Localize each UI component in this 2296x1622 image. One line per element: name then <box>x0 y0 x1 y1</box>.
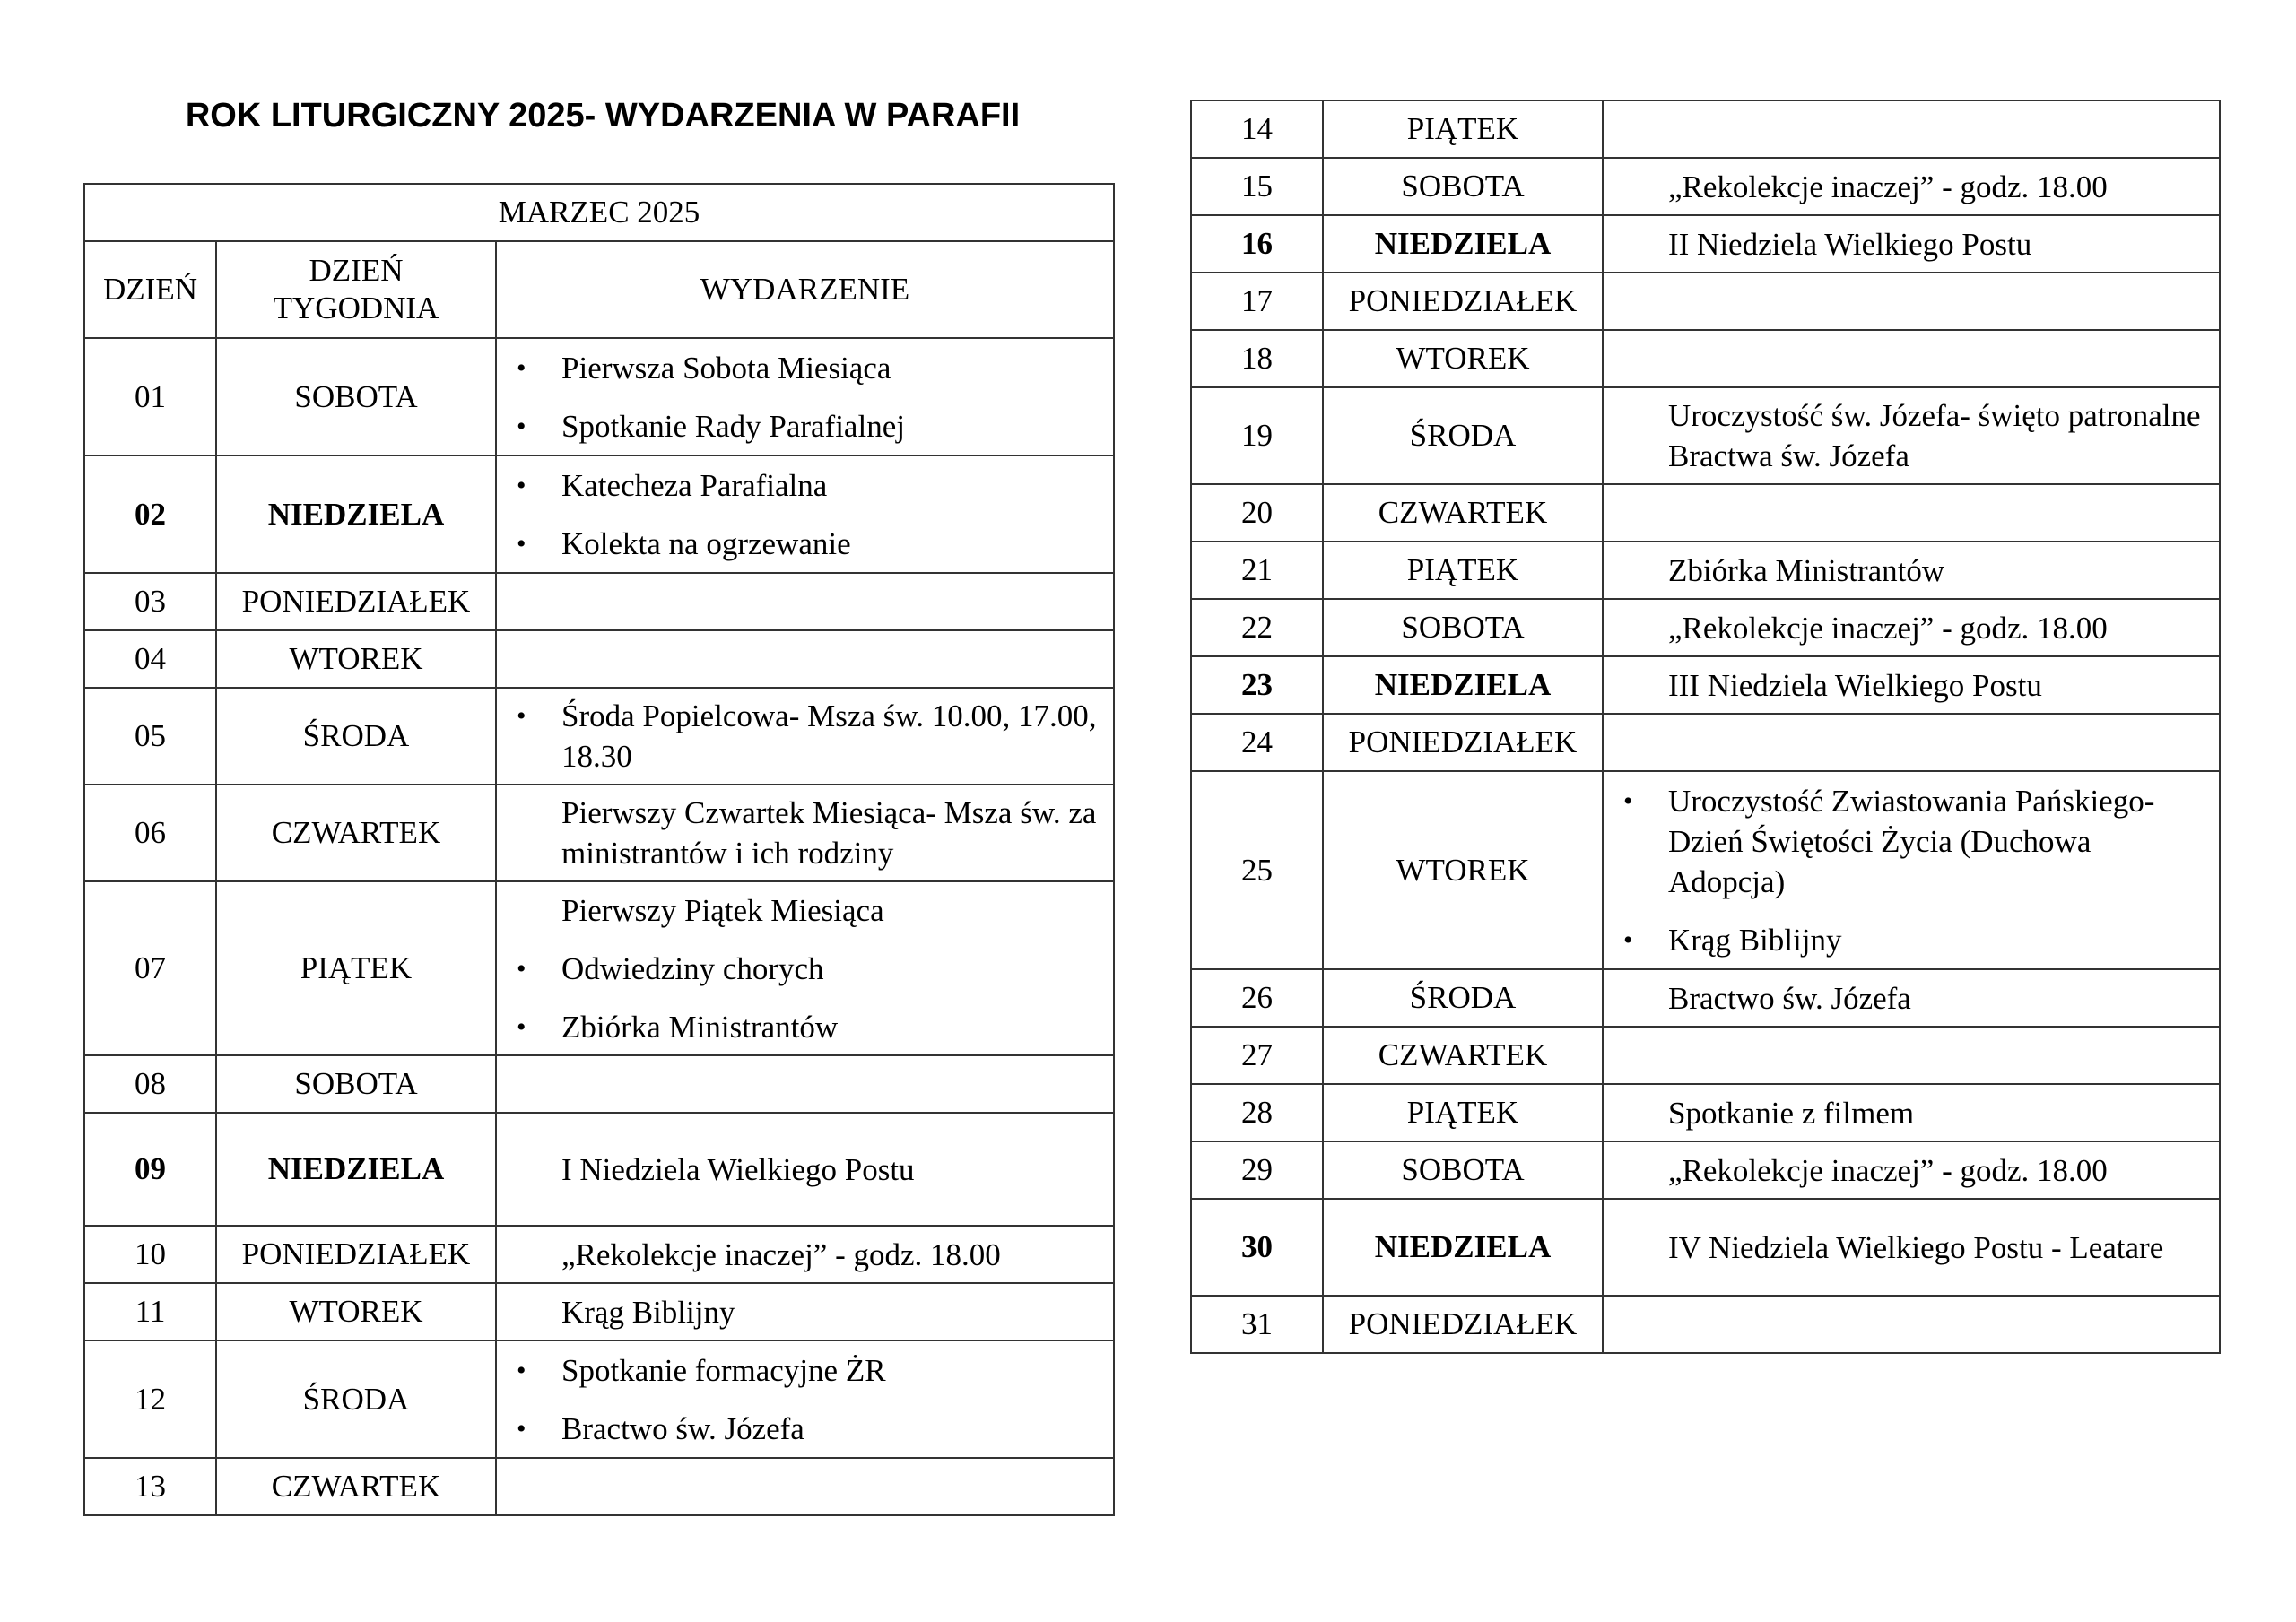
event-cell <box>496 630 1114 688</box>
event-cell <box>496 1283 1114 1340</box>
day-number: 02 <box>84 455 216 573</box>
bullet-icon: • <box>517 1011 526 1042</box>
bullet-icon: • <box>517 470 526 500</box>
event-text: Zbiórka Ministrantów <box>1668 552 1945 588</box>
day-number: 15 <box>1191 158 1323 215</box>
weekday-name: CZWARTEK <box>216 785 496 881</box>
event-text: Zbiórka Ministrantów <box>561 1009 839 1045</box>
bullet-icon: • <box>517 701 526 731</box>
weekday-name: PONIEDZIAŁEK <box>216 1226 496 1283</box>
day-number: 18 <box>1191 330 1323 387</box>
event-text: Spotkanie Rady Parafialnej <box>561 408 905 444</box>
day-number: 04 <box>84 630 216 688</box>
weekday-name: WTOREK <box>1323 330 1603 387</box>
day-number: 07 <box>84 881 216 1055</box>
event-text: „Rekolekcje inaczej” - godz. 18.00 <box>561 1236 1001 1272</box>
table-row <box>1191 1141 2220 1199</box>
weekday-name: PIĄTEK <box>1323 100 1603 158</box>
weekday-name: CZWARTEK <box>1323 484 1603 542</box>
day-number: 28 <box>1191 1084 1323 1141</box>
table-row <box>1191 1199 2220 1296</box>
table-row <box>1191 387 2220 484</box>
event-text: „Rekolekcje inaczej” - godz. 18.00 <box>1668 610 2108 646</box>
bullet-icon: • <box>1623 785 1633 816</box>
day-number: 23 <box>1191 656 1323 714</box>
column-header-event: WYDARZENIE <box>496 241 1114 338</box>
column-header-weekday-line1: DZIEŃ <box>309 253 404 288</box>
event-cell <box>1603 484 2220 542</box>
month-title: MARZEC 2025 <box>84 184 1114 241</box>
event-text: Bractwo św. Józefa <box>561 1410 804 1446</box>
event-text: Pierwszy Piątek Miesiąca <box>561 892 884 928</box>
event-cell <box>1603 969 2220 1027</box>
event-cell <box>496 338 1114 455</box>
table-row <box>1191 1027 2220 1084</box>
bullet-icon: • <box>517 1413 526 1444</box>
event-item <box>1668 1093 2208 1133</box>
table-row <box>84 630 1114 688</box>
weekday-name: PONIEDZIAŁEK <box>1323 273 1603 330</box>
event-text: I Niedziela Wielkiego Postu <box>561 1151 915 1187</box>
weekday-name: WTOREK <box>216 1283 496 1340</box>
event-item <box>517 406 1102 447</box>
event-cell <box>1603 387 2220 484</box>
event-item <box>1668 665 2208 706</box>
event-cell <box>1603 330 2220 387</box>
day-number: 24 <box>1191 714 1323 771</box>
table-row <box>84 455 1114 573</box>
event-text: Katecheza Parafialna <box>561 467 828 503</box>
table-row <box>1191 771 2220 969</box>
event-cell <box>1603 1199 2220 1296</box>
event-text: Spotkanie formacyjne ŻR <box>561 1352 886 1388</box>
event-text: Pierwszy Czwartek Miesiąca- Msza św. za ministrantów i ich rodziny <box>561 795 1097 871</box>
event-text: Odwiedziny chorych <box>561 950 824 986</box>
weekday-name: SOBOTA <box>1323 1141 1603 1199</box>
event-cell <box>496 881 1114 1055</box>
weekday-name: WTOREK <box>1323 771 1603 969</box>
event-item <box>561 1235 1102 1275</box>
event-item <box>517 524 1102 564</box>
table-row <box>84 1283 1114 1340</box>
event-text: „Rekolekcje inaczej” - godz. 18.00 <box>1668 1152 2108 1188</box>
weekday-name: SOBOTA <box>216 1055 496 1113</box>
weekday-name: NIEDZIELA <box>1323 215 1603 273</box>
event-item <box>1668 1227 2208 1268</box>
event-item <box>1668 224 2208 265</box>
day-number: 09 <box>84 1113 216 1226</box>
day-number: 25 <box>1191 771 1323 969</box>
table-row <box>1191 969 2220 1027</box>
bullet-icon: • <box>517 411 526 441</box>
day-number: 21 <box>1191 542 1323 599</box>
column-header-weekday <box>216 241 496 338</box>
event-text: Uroczystość Zwiastowania Pańskiego- Dzień Świętości Życia (Duchowa Adopcja) <box>1668 783 2155 899</box>
day-number: 29 <box>1191 1141 1323 1199</box>
event-text: Krąg Biblijny <box>561 1294 735 1330</box>
weekday-name: PIĄTEK <box>1323 542 1603 599</box>
event-text: Uroczystość św. Józefa- święto patronalne Bractwa św. Józefa <box>1668 398 2201 473</box>
day-number: 27 <box>1191 1027 1323 1084</box>
event-text: Bractwo św. Józefa <box>1668 980 1911 1016</box>
event-text: „Rekolekcje inaczej” - godz. 18.00 <box>1668 169 2108 204</box>
table-row <box>1191 273 2220 330</box>
day-number: 05 <box>84 688 216 785</box>
weekday-name: ŚRODA <box>1323 387 1603 484</box>
event-text: Spotkanie z filmem <box>1668 1095 1915 1131</box>
calendar-table-left <box>83 183 1115 1516</box>
weekday-name: NIEDZIELA <box>216 1113 496 1226</box>
column-header-day: DZIEŃ <box>84 241 216 338</box>
day-number: 03 <box>84 573 216 630</box>
event-cell <box>1603 158 2220 215</box>
event-cell <box>496 1458 1114 1515</box>
event-item <box>517 348 1102 388</box>
event-item <box>561 890 1102 931</box>
calendar-table-right <box>1190 100 2221 1354</box>
event-text: Krąg Biblijny <box>1668 922 1842 958</box>
table-row <box>84 1055 1114 1113</box>
weekday-name: PIĄTEK <box>1323 1084 1603 1141</box>
table-row <box>1191 656 2220 714</box>
table-row <box>1191 714 2220 771</box>
event-item <box>1668 608 2208 648</box>
table-row <box>84 1458 1114 1515</box>
event-text: IV Niedziela Wielkiego Postu - Leatare <box>1668 1229 2164 1265</box>
table-row <box>1191 599 2220 656</box>
bullet-icon: • <box>517 953 526 984</box>
event-item <box>1623 781 2208 902</box>
bullet-icon: • <box>517 528 526 559</box>
table-row <box>1191 542 2220 599</box>
day-number: 12 <box>84 1340 216 1458</box>
event-item <box>1668 1150 2208 1191</box>
table-row <box>84 573 1114 630</box>
weekday-name: CZWARTEK <box>1323 1027 1603 1084</box>
table-row <box>84 1226 1114 1283</box>
weekday-name: ŚRODA <box>216 1340 496 1458</box>
weekday-name: PONIEDZIAŁEK <box>216 573 496 630</box>
event-text: Środa Popielcowa- Msza św. 10.00, 17.00, 18.30 <box>561 698 1097 774</box>
table-row <box>1191 1084 2220 1141</box>
event-cell <box>1603 656 2220 714</box>
event-cell <box>496 1113 1114 1226</box>
event-item <box>1668 551 2208 591</box>
weekday-name: PIĄTEK <box>216 881 496 1055</box>
month-header-row <box>84 184 1114 241</box>
day-number: 14 <box>1191 100 1323 158</box>
weekday-name: PONIEDZIAŁEK <box>1323 714 1603 771</box>
table-row <box>1191 1296 2220 1353</box>
event-text: Kolekta na ogrzewanie <box>561 525 851 561</box>
event-cell <box>1603 273 2220 330</box>
table-row <box>1191 484 2220 542</box>
event-item <box>517 1350 1102 1391</box>
event-item <box>517 1409 1102 1449</box>
event-cell <box>1603 1027 2220 1084</box>
event-text: Pierwsza Sobota Miesiąca <box>561 350 891 386</box>
bullet-icon: • <box>517 1355 526 1385</box>
event-cell <box>1603 100 2220 158</box>
day-number: 11 <box>84 1283 216 1340</box>
event-item <box>517 1007 1102 1047</box>
document-title: ROK LITURGICZNY 2025- WYDARZENIA W PARAFII <box>185 97 1021 134</box>
event-item <box>517 696 1102 776</box>
day-number: 26 <box>1191 969 1323 1027</box>
event-text: III Niedziela Wielkiego Postu <box>1668 667 2042 703</box>
event-item <box>517 949 1102 989</box>
event-cell <box>1603 542 2220 599</box>
weekday-name: WTOREK <box>216 630 496 688</box>
day-number: 20 <box>1191 484 1323 542</box>
table-row <box>84 338 1114 455</box>
weekday-name: CZWARTEK <box>216 1458 496 1515</box>
bullet-icon: • <box>1623 924 1633 955</box>
event-item <box>1668 167 2208 207</box>
weekday-name: SOBOTA <box>1323 599 1603 656</box>
event-cell <box>496 1226 1114 1283</box>
day-number: 10 <box>84 1226 216 1283</box>
table-row <box>1191 158 2220 215</box>
event-cell <box>1603 1296 2220 1353</box>
weekday-name: PONIEDZIAŁEK <box>1323 1296 1603 1353</box>
bullet-icon: • <box>517 352 526 383</box>
weekday-name: ŚRODA <box>216 688 496 785</box>
table-row <box>84 881 1114 1055</box>
event-cell <box>1603 599 2220 656</box>
event-cell <box>1603 714 2220 771</box>
weekday-name: NIEDZIELA <box>1323 1199 1603 1296</box>
event-item <box>517 465 1102 506</box>
event-cell <box>496 785 1114 881</box>
day-number: 22 <box>1191 599 1323 656</box>
column-header-weekday-line2: TYGODNIA <box>273 291 439 325</box>
event-cell <box>496 1055 1114 1113</box>
table-row <box>84 1113 1114 1226</box>
day-number: 16 <box>1191 215 1323 273</box>
weekday-name: SOBOTA <box>1323 158 1603 215</box>
table-row <box>1191 330 2220 387</box>
event-cell <box>1603 215 2220 273</box>
event-cell <box>1603 1084 2220 1141</box>
weekday-name: ŚRODA <box>1323 969 1603 1027</box>
weekday-name: NIEDZIELA <box>216 455 496 573</box>
event-cell <box>496 455 1114 573</box>
event-item <box>561 1149 1102 1190</box>
weekday-name: SOBOTA <box>216 338 496 455</box>
event-item <box>1668 395 2208 476</box>
day-number: 30 <box>1191 1199 1323 1296</box>
event-cell <box>1603 771 2220 969</box>
event-cell <box>496 573 1114 630</box>
day-number: 19 <box>1191 387 1323 484</box>
table-row <box>84 785 1114 881</box>
day-number: 31 <box>1191 1296 1323 1353</box>
table-row <box>84 688 1114 785</box>
event-cell <box>496 688 1114 785</box>
table-row <box>84 1340 1114 1458</box>
day-number: 13 <box>84 1458 216 1515</box>
event-text: II Niedziela Wielkiego Postu <box>1668 226 2032 262</box>
day-number: 08 <box>84 1055 216 1113</box>
day-number: 17 <box>1191 273 1323 330</box>
day-number: 06 <box>84 785 216 881</box>
event-item <box>1668 978 2208 1019</box>
weekday-name: NIEDZIELA <box>1323 656 1603 714</box>
event-item <box>561 793 1102 873</box>
table-row <box>1191 100 2220 158</box>
event-cell <box>1603 1141 2220 1199</box>
day-number: 01 <box>84 338 216 455</box>
column-header-row <box>84 241 1114 338</box>
event-item <box>1623 920 2208 960</box>
event-cell <box>496 1340 1114 1458</box>
event-item <box>561 1292 1102 1332</box>
table-row <box>1191 215 2220 273</box>
